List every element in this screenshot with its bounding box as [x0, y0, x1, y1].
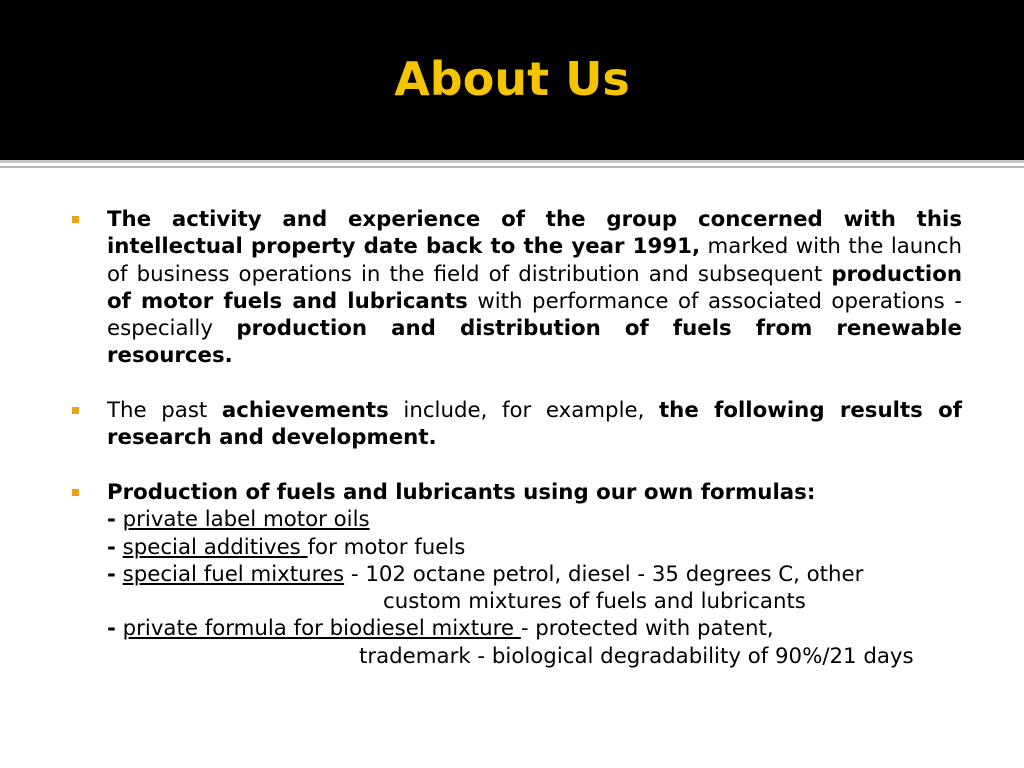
product-detail: for motor fuels	[307, 534, 466, 560]
achievements-text: The past	[107, 398, 222, 423]
bullet-paragraph-products	[107, 479, 962, 670]
list-dash: -	[107, 561, 116, 587]
list-item	[107, 561, 962, 588]
bullet-marker	[72, 407, 79, 414]
bullet-marker	[72, 216, 79, 223]
product-detail-continued: trademark - biological degradability of 90%/21 days	[359, 643, 914, 669]
list-dash: -	[107, 507, 116, 533]
slide-title: About Us	[394, 52, 630, 106]
product-detail: - 102 octane petrol, diesel - 35 degrees C, other	[344, 561, 864, 587]
history-text-associated: with performance of associated operations - especially	[107, 288, 962, 342]
list-item	[107, 534, 962, 561]
history-text: marked with the launch of business operations in the field of distribution and subsequent	[107, 234, 962, 287]
list-item	[107, 506, 962, 533]
list-dash: -	[107, 616, 116, 642]
history-bold-intro: The activity and experience of the group concerned with this intellectual property date back to the year 1991,	[107, 207, 962, 260]
bullet-paragraph-history	[107, 206, 962, 370]
product-link-additives[interactable]: special additives	[122, 534, 308, 560]
list-dash: -	[107, 534, 116, 560]
list-item	[107, 615, 962, 642]
product-link-motor-oils[interactable]: private label motor oils	[122, 507, 370, 533]
product-link-biodiesel[interactable]: private formula for biodiesel mixture	[122, 616, 521, 642]
product-detail: - protected with patent,	[520, 616, 774, 642]
achievements-text-example: include, for example,	[388, 398, 659, 423]
product-detail-continued: custom mixtures of fuels and lubricants	[383, 589, 806, 615]
bullet-paragraph-achievements	[107, 397, 962, 452]
achievements-bold: achievements	[221, 398, 389, 423]
achievements-bold-results: the following results of research and development.	[107, 398, 962, 451]
bullet-marker	[72, 489, 79, 496]
history-bold-renewable: production and distribution of fuels from renewable resources.	[107, 316, 962, 369]
products-heading: Production of fuels and lubricants using our own formulas:	[107, 480, 816, 505]
history-bold-production: production of motor fuels and lubricants	[107, 261, 962, 314]
product-link-fuel-mixtures[interactable]: special fuel mixtures	[122, 561, 345, 587]
